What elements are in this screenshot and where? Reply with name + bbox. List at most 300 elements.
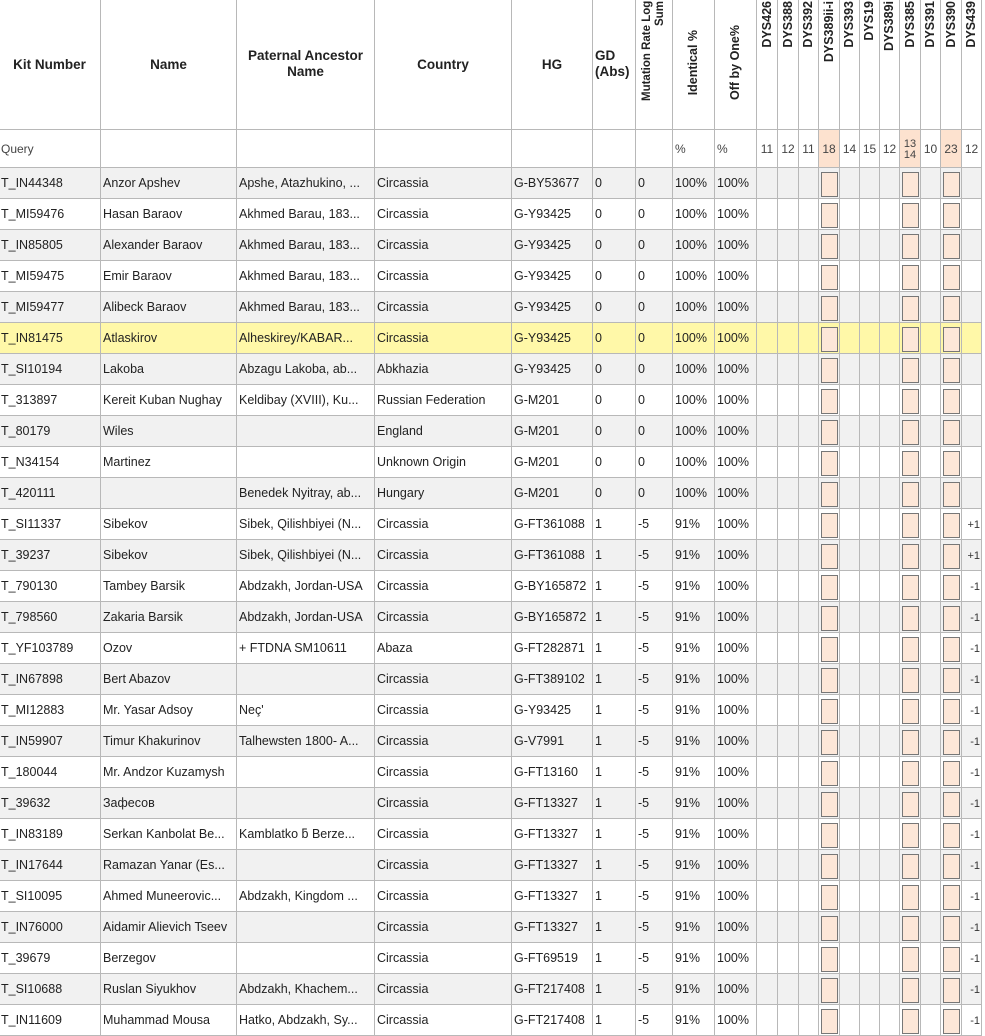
str-empty-cell: [757, 478, 778, 509]
identical-cell: 91%: [673, 540, 715, 571]
country-cell: England: [375, 416, 512, 447]
gd-cell: 1: [593, 540, 636, 571]
str-empty-cell: [880, 819, 900, 850]
match-marker: [943, 234, 960, 259]
kit-number-cell[interactable]: T_313897: [0, 385, 101, 416]
header-dys426[interactable]: DYS426: [757, 0, 778, 130]
name-cell: Ahmed Muneerovic...: [101, 881, 237, 912]
str-match-cell: [819, 819, 840, 850]
country-cell: Hungary: [375, 478, 512, 509]
table-row[interactable]: [0, 788, 982, 819]
table-row[interactable]: [0, 881, 982, 912]
mutation-rate-cell: 0: [636, 199, 673, 230]
str-match-cell: [819, 292, 840, 323]
kit-number-cell[interactable]: T_MI59476: [0, 199, 101, 230]
dys439-diff-cell: [962, 323, 982, 354]
match-marker: [902, 606, 919, 631]
str-empty-cell: [799, 974, 819, 1005]
kit-number-cell[interactable]: T_39679: [0, 943, 101, 974]
dys439-diff-cell: [962, 664, 982, 695]
hg-cell: G-FT361088: [512, 509, 593, 540]
identical-cell: 91%: [673, 602, 715, 633]
str-empty-cell: [840, 602, 860, 633]
kit-number-cell[interactable]: T_798560: [0, 602, 101, 633]
str-empty-cell: [757, 664, 778, 695]
str-match-cell: [819, 757, 840, 788]
off-by-one-cell: 100%: [715, 726, 757, 757]
identical-cell: 91%: [673, 633, 715, 664]
country-cell: Circassia: [375, 1005, 512, 1036]
str-empty-cell: [860, 881, 880, 912]
table-row[interactable]: [0, 664, 982, 695]
ancestor-cell: Talhewsten 1800- A...: [237, 726, 375, 757]
str-match-cell: [900, 602, 921, 633]
str-match-cell: [900, 292, 921, 323]
mutation-rate-cell: -5: [636, 757, 673, 788]
match-marker: [943, 730, 960, 755]
kit-number-cell[interactable]: T_IN76000: [0, 912, 101, 943]
mutation-rate-cell: 0: [636, 416, 673, 447]
country-cell: Unknown Origin: [375, 447, 512, 478]
gd-cell: 1: [593, 602, 636, 633]
match-marker: [821, 544, 838, 569]
query-dys19: 15: [860, 130, 880, 168]
name-cell: Ruslan Siyukhov: [101, 974, 237, 1005]
off-by-one-cell: 100%: [715, 633, 757, 664]
str-empty-cell: [840, 354, 860, 385]
hg-cell: G-FT13327: [512, 912, 593, 943]
table-row[interactable]: [0, 230, 982, 261]
dys439-diff-cell: [962, 478, 982, 509]
gd-cell: 1: [593, 819, 636, 850]
hg-cell: G-Y93425: [512, 230, 593, 261]
match-marker: [821, 730, 838, 755]
ancestor-cell: Abdzakh, Jordan-USA: [237, 571, 375, 602]
str-match-cell: [900, 354, 921, 385]
str-empty-cell: [860, 230, 880, 261]
table-row[interactable]: [0, 1005, 982, 1036]
table-row[interactable]: [0, 912, 982, 943]
kit-number-cell[interactable]: T_IN17644: [0, 850, 101, 881]
header-dys388[interactable]: DYS388: [778, 0, 799, 130]
identical-cell: 100%: [673, 261, 715, 292]
str-empty-cell: [778, 912, 799, 943]
dys439-diff-cell: [962, 757, 982, 788]
table-row[interactable]: [0, 695, 982, 726]
str-match-cell: [941, 540, 962, 571]
table-row[interactable]: [0, 323, 982, 354]
str-empty-cell: [840, 168, 860, 199]
match-marker: [943, 203, 960, 228]
name-cell: Muhammad Mousa: [101, 1005, 237, 1036]
mutation-rate-cell: -5: [636, 602, 673, 633]
str-empty-cell: [799, 168, 819, 199]
table-row[interactable]: [0, 447, 982, 478]
header-dys19[interactable]: DYS19: [860, 0, 880, 130]
table-row[interactable]: [0, 943, 982, 974]
kit-number-cell[interactable]: T_IN81475: [0, 323, 101, 354]
kit-number-cell[interactable]: T_MI59477: [0, 292, 101, 323]
str-empty-cell: [799, 943, 819, 974]
ancestor-cell: Neç': [237, 695, 375, 726]
gd-cell: 1: [593, 633, 636, 664]
str-empty-cell: [880, 323, 900, 354]
str-empty-cell: [757, 1005, 778, 1036]
str-empty-cell: [778, 881, 799, 912]
str-match-cell: [819, 726, 840, 757]
str-difference: -1: [970, 736, 980, 748]
str-difference: +1: [967, 550, 980, 562]
str-empty-cell: [880, 540, 900, 571]
header-dys391[interactable]: DYS391: [921, 0, 941, 130]
ancestor-cell: [237, 664, 375, 695]
gd-cell: 0: [593, 230, 636, 261]
table-row[interactable]: [0, 633, 982, 664]
match-marker: [943, 389, 960, 414]
country-cell: Circassia: [375, 788, 512, 819]
str-empty-cell: [860, 757, 880, 788]
dys439-diff-cell: [962, 168, 982, 199]
str-empty-cell: [921, 695, 941, 726]
str-empty-cell: [778, 478, 799, 509]
str-difference: -1: [970, 674, 980, 686]
name-cell: Sibekov: [101, 540, 237, 571]
mutation-rate-cell: -5: [636, 943, 673, 974]
header-off-by-one[interactable]: Off by One%: [715, 0, 757, 130]
str-empty-cell: [840, 757, 860, 788]
str-empty-cell: [860, 261, 880, 292]
str-empty-cell: [860, 509, 880, 540]
hg-cell: G-BY165872: [512, 571, 593, 602]
table-row[interactable]: [0, 602, 982, 633]
str-empty-cell: [840, 850, 860, 881]
str-empty-cell: [921, 819, 941, 850]
match-marker: [943, 420, 960, 445]
str-empty-cell: [757, 416, 778, 447]
match-marker: [902, 482, 919, 507]
str-match-cell: [941, 695, 962, 726]
mutation-rate-cell: 0: [636, 261, 673, 292]
dys439-diff-cell: [962, 447, 982, 478]
header-mutation-rate[interactable]: Mutation Rate Log Sum: [636, 0, 673, 130]
match-marker: [821, 606, 838, 631]
query-dys389ii-i: 18: [819, 130, 840, 168]
header-dys392[interactable]: DYS392: [799, 0, 819, 130]
header-hg[interactable]: HG: [512, 0, 593, 130]
gd-cell: 1: [593, 664, 636, 695]
country-cell: Circassia: [375, 230, 512, 261]
table-row[interactable]: [0, 540, 982, 571]
match-marker: [821, 513, 838, 538]
match-marker: [902, 389, 919, 414]
dys439-diff-cell: [962, 385, 982, 416]
dys439-diff-cell: [962, 540, 982, 571]
str-empty-cell: [840, 633, 860, 664]
match-marker: [902, 296, 919, 321]
table-row[interactable]: [0, 199, 982, 230]
kit-number-cell[interactable]: T_SI10095: [0, 881, 101, 912]
header-dys389ii-i[interactable]: DYS389ii-i: [819, 0, 840, 130]
table-row[interactable]: [0, 726, 982, 757]
str-empty-cell: [799, 385, 819, 416]
header-dys389i[interactable]: DYS389i: [880, 0, 900, 130]
str-empty-cell: [778, 943, 799, 974]
identical-cell: 100%: [673, 199, 715, 230]
kit-number-cell[interactable]: T_80179: [0, 416, 101, 447]
str-empty-cell: [860, 726, 880, 757]
table-row[interactable]: [0, 571, 982, 602]
str-empty-cell: [921, 199, 941, 230]
table-row[interactable]: [0, 509, 982, 540]
ancestor-cell: Apshe, Atazhukino, ...: [237, 168, 375, 199]
kit-number-cell[interactable]: T_N34154: [0, 447, 101, 478]
str-empty-cell: [757, 788, 778, 819]
str-empty-cell: [880, 788, 900, 819]
str-empty-cell: [799, 261, 819, 292]
query-dys439: 12: [962, 130, 982, 168]
str-empty-cell: [757, 974, 778, 1005]
str-match-cell: [819, 912, 840, 943]
kit-number-cell[interactable]: T_IN11609: [0, 1005, 101, 1036]
str-empty-cell: [860, 168, 880, 199]
str-empty-cell: [921, 850, 941, 881]
identical-cell: 91%: [673, 664, 715, 695]
off-by-one-cell: 100%: [715, 602, 757, 633]
str-empty-cell: [778, 726, 799, 757]
kit-number-cell[interactable]: T_MI12883: [0, 695, 101, 726]
ancestor-cell: [237, 912, 375, 943]
str-empty-cell: [840, 788, 860, 819]
identical-cell: 91%: [673, 850, 715, 881]
str-match-cell: [941, 447, 962, 478]
header-identical[interactable]: Identical %: [673, 0, 715, 130]
str-empty-cell: [880, 509, 900, 540]
ancestor-cell: Benedek Nyitray, ab...: [237, 478, 375, 509]
str-difference: -1: [970, 1015, 980, 1027]
query-label: Query: [0, 130, 101, 168]
header-dys390[interactable]: DYS390: [941, 0, 962, 130]
table-row[interactable]: [0, 819, 982, 850]
table-row[interactable]: [0, 974, 982, 1005]
str-match-cell: [819, 261, 840, 292]
str-empty-cell: [757, 447, 778, 478]
name-cell: Tambey Barsik: [101, 571, 237, 602]
off-by-one-cell: 100%: [715, 974, 757, 1005]
str-match-cell: [900, 943, 921, 974]
str-empty-cell: [880, 261, 900, 292]
str-empty-cell: [757, 602, 778, 633]
name-cell: Anzor Apshev: [101, 168, 237, 199]
name-cell: [101, 478, 237, 509]
match-marker: [821, 947, 838, 972]
ancestor-cell: Abdzakh, Khachem...: [237, 974, 375, 1005]
table-row[interactable]: [0, 416, 982, 447]
str-match-cell: [900, 726, 921, 757]
mutation-rate-cell: -5: [636, 881, 673, 912]
kit-number-cell[interactable]: T_IN83189: [0, 819, 101, 850]
mutation-rate-cell: -5: [636, 850, 673, 881]
match-marker: [943, 606, 960, 631]
match-marker: [821, 792, 838, 817]
match-marker: [902, 544, 919, 569]
identical-cell: 91%: [673, 571, 715, 602]
str-empty-cell: [778, 633, 799, 664]
table-row[interactable]: [0, 757, 982, 788]
country-cell: Circassia: [375, 726, 512, 757]
str-match-cell: [900, 912, 921, 943]
kit-number-cell[interactable]: T_IN44348: [0, 168, 101, 199]
hg-cell: G-FT13160: [512, 757, 593, 788]
match-marker: [902, 513, 919, 538]
off-by-one-cell: 100%: [715, 168, 757, 199]
ancestor-cell: [237, 788, 375, 819]
kit-number-cell[interactable]: T_790130: [0, 571, 101, 602]
str-match-cell: [900, 230, 921, 261]
str-match-cell: [900, 1005, 921, 1036]
country-cell: Circassia: [375, 757, 512, 788]
table-row[interactable]: [0, 385, 982, 416]
str-empty-cell: [921, 354, 941, 385]
table-row[interactable]: [0, 478, 982, 509]
str-empty-cell: [778, 199, 799, 230]
kit-number-cell[interactable]: T_SI10194: [0, 354, 101, 385]
str-empty-cell: [840, 726, 860, 757]
kit-number-cell[interactable]: T_IN67898: [0, 664, 101, 695]
kit-number-cell[interactable]: T_IN85805: [0, 230, 101, 261]
header-dys385[interactable]: DYS385: [900, 0, 921, 130]
header-gd[interactable]: GD (Abs): [593, 0, 636, 130]
str-empty-cell: [860, 695, 880, 726]
kit-number-cell[interactable]: T_39237: [0, 540, 101, 571]
str-empty-cell: [840, 540, 860, 571]
str-empty-cell: [840, 385, 860, 416]
dys439-diff-cell: [962, 571, 982, 602]
match-marker: [943, 482, 960, 507]
kit-number-cell[interactable]: T_SI10688: [0, 974, 101, 1005]
str-empty-cell: [860, 788, 880, 819]
kit-number-cell[interactable]: T_180044: [0, 757, 101, 788]
str-match-cell: [819, 571, 840, 602]
str-match-cell: [819, 633, 840, 664]
identical-cell: 91%: [673, 1005, 715, 1036]
str-match-cell: [900, 757, 921, 788]
kit-number-cell[interactable]: T_MI59475: [0, 261, 101, 292]
str-empty-cell: [799, 819, 819, 850]
header-dys393[interactable]: DYS393: [840, 0, 860, 130]
str-empty-cell: [921, 633, 941, 664]
kit-number-cell[interactable]: T_YF103789: [0, 633, 101, 664]
identical-cell: 100%: [673, 168, 715, 199]
ancestor-cell: Sibek, Qilishbiyei (N...: [237, 509, 375, 540]
match-marker: [943, 265, 960, 290]
str-empty-cell: [778, 261, 799, 292]
str-empty-cell: [778, 850, 799, 881]
identical-cell: 91%: [673, 726, 715, 757]
match-marker: [943, 761, 960, 786]
table-row[interactable]: [0, 354, 982, 385]
kit-number-cell[interactable]: T_39632: [0, 788, 101, 819]
str-empty-cell: [880, 447, 900, 478]
header-dys439[interactable]: DYS439: [962, 0, 982, 130]
country-cell: Circassia: [375, 602, 512, 633]
name-cell: Aidamir Alievich Tseev: [101, 912, 237, 943]
name-cell: Kereit Kuban Nughay: [101, 385, 237, 416]
query-row: [0, 130, 982, 168]
str-empty-cell: [860, 323, 880, 354]
str-empty-cell: [840, 1005, 860, 1036]
str-empty-cell: [921, 478, 941, 509]
str-match-cell: [941, 633, 962, 664]
country-cell: Circassia: [375, 881, 512, 912]
header-kit-number[interactable]: Kit Number: [0, 0, 101, 130]
country-cell: Circassia: [375, 974, 512, 1005]
dys439-diff-cell: [962, 788, 982, 819]
match-marker: [943, 668, 960, 693]
hg-cell: G-FT13327: [512, 881, 593, 912]
match-marker: [902, 358, 919, 383]
hg-cell: G-FT217408: [512, 1005, 593, 1036]
header-paternal-ancestor[interactable]: Paternal Ancestor Name: [237, 0, 375, 130]
str-match-cell: [941, 788, 962, 819]
match-marker: [821, 172, 838, 197]
str-empty-cell: [860, 416, 880, 447]
header-name[interactable]: Name: [101, 0, 237, 130]
gd-cell: 1: [593, 912, 636, 943]
str-empty-cell: [799, 509, 819, 540]
str-empty-cell: [921, 509, 941, 540]
header-country[interactable]: Country: [375, 0, 512, 130]
match-marker: [902, 327, 919, 352]
gd-cell: 1: [593, 571, 636, 602]
str-empty-cell: [840, 230, 860, 261]
table-row[interactable]: [0, 850, 982, 881]
str-empty-cell: [880, 850, 900, 881]
name-cell: Serkan Kanbolat Be...: [101, 819, 237, 850]
str-match-cell: [941, 912, 962, 943]
ancestor-cell: [237, 757, 375, 788]
kit-number-cell[interactable]: T_IN59907: [0, 726, 101, 757]
kit-number-cell[interactable]: T_420111: [0, 478, 101, 509]
str-empty-cell: [757, 881, 778, 912]
kit-number-cell[interactable]: T_SI11337: [0, 509, 101, 540]
str-empty-cell: [840, 447, 860, 478]
str-difference: -1: [970, 767, 980, 779]
str-match-cell: [941, 478, 962, 509]
str-empty-cell: [840, 199, 860, 230]
country-cell: Abaza: [375, 633, 512, 664]
str-empty-cell: [860, 819, 880, 850]
match-marker: [943, 947, 960, 972]
hg-cell: G-V7991: [512, 726, 593, 757]
str-empty-cell: [757, 571, 778, 602]
identical-cell: 91%: [673, 974, 715, 1005]
str-empty-cell: [860, 385, 880, 416]
table-row[interactable]: [0, 261, 982, 292]
match-marker: [902, 978, 919, 1003]
mutation-rate-cell: -5: [636, 1005, 673, 1036]
dys439-diff-cell: [962, 943, 982, 974]
gd-cell: 0: [593, 385, 636, 416]
str-empty-cell: [880, 726, 900, 757]
query-dys393: 14: [840, 130, 860, 168]
country-cell: Circassia: [375, 850, 512, 881]
table-row[interactable]: [0, 168, 982, 199]
table-row[interactable]: [0, 292, 982, 323]
str-empty-cell: [757, 199, 778, 230]
str-empty-cell: [778, 1005, 799, 1036]
str-empty-cell: [840, 974, 860, 1005]
match-marker: [902, 854, 919, 879]
